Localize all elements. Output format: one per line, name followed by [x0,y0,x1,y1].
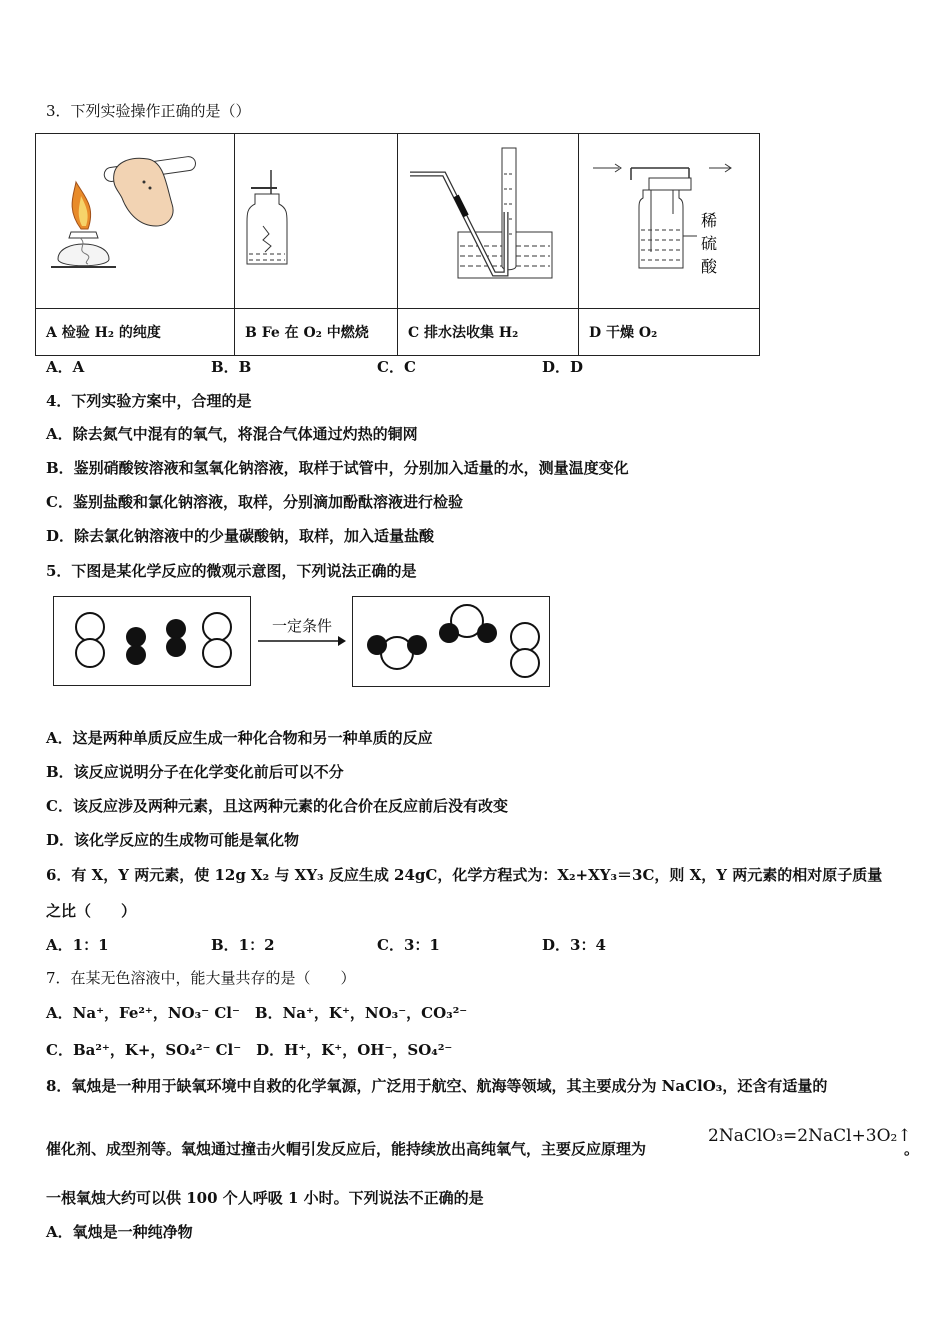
q6-option-b[interactable]: B．1：2 [211,936,275,954]
q3-option-a[interactable]: A．A [46,358,85,376]
acid-label-2: 硫 [701,234,718,253]
q8-line2: 催化剂、成型剂等。氧烛通过撞击火帽引发反应后，能持续放出高纯氧气，主要反应原理为 [46,1140,647,1158]
q8-line2-end: 。 [904,1140,920,1158]
q8-line1: 8．氧烛是一种用于缺氧环境中自救的化学氧源，广泛用于航空、航海等领域，其主要成分为 NaClO₃，还含有适量的 [46,1077,828,1095]
q8-line3: 一根氧烛大约可以供 100 个人呼吸 1 小时。下列说法不正确的是 [46,1189,484,1207]
q4-option-d[interactable]: D．除去氯化钠溶液中的少量碳酸钠，取样，加入适量盐酸 [46,527,435,545]
q4-option-b[interactable]: B．鉴别硝酸铵溶液和氢氧化钠溶液，取样于试管中，分别加入适量的水，测量温度变化 [46,459,629,477]
q4-option-a[interactable]: A．除去氮气中混有的氧气，将混合气体通过灼热的铜网 [46,425,418,443]
q3-option-d[interactable]: D．D [542,358,584,376]
acid-label-1: 稀 [701,211,718,230]
figure-fe-burning-in-o2 [235,134,398,309]
product-box [352,596,550,687]
caption-a: A 检验 H₂ 的纯度 [36,309,235,356]
arrow-label: 一定条件 [271,617,332,635]
q6-option-d[interactable]: D．3：4 [542,936,606,954]
q6-option-a[interactable]: A．1：1 [46,936,109,954]
caption-c: C 排水法收集 H₂ [398,309,579,356]
figure-dry-o2 [579,134,760,309]
reactant-box [53,596,251,686]
caption-b: B Fe 在 O₂ 中燃烧 [235,309,398,356]
q5-option-b[interactable]: B．该反应说明分子在化学变化前后可以不分 [46,763,344,781]
q7-options-row1[interactable]: A．Na⁺，Fe²⁺，NO₃⁻ Cl⁻ B．Na⁺，K⁺，NO₃⁻，CO₃²⁻ [46,1004,468,1022]
q6-stem-line1: 6．有 X，Y 两元素，使 12g X₂ 与 XY₃ 反应生成 24gC，化学方程式为：X₂+XY₃＝3C，则 X，Y 两元素的相对原子质量 [46,866,883,884]
q8-option-a[interactable]: A．氧烛是一种纯净物 [46,1223,193,1241]
q5-option-d[interactable]: D．该化学反应的生成物可能是氧化物 [46,831,300,849]
q5-stem: 5．下图是某化学反应的微观示意图，下列说法正确的是 [46,562,417,580]
q3-option-b[interactable]: B．B [211,358,252,376]
q6-option-c[interactable]: C．3：1 [377,936,440,954]
reaction-arrow [256,617,348,647]
q5-option-a[interactable]: A．这是两种单质反应生成一种化合物和另一种单质的反应 [46,729,433,747]
acid-label-3: 酸 [701,257,718,276]
q3-option-c[interactable]: C．C [377,358,416,376]
q7-stem: 7．在某无色溶液中，能大量共存的是（ ） [46,969,356,987]
q5-option-c[interactable]: C．该反应涉及两种元素，且这两种元素的化合价在反应前后没有改变 [46,797,508,815]
q4-stem: 4．下列实验方案中，合理的是 [46,392,252,410]
q3-apparatus-table [35,133,760,356]
q3-stem: 3．下列实验操作正确的是（） [46,102,251,120]
reaction-formula: 2NaClO₃=2NaCl+3O₂↑ [708,1126,912,1146]
q7-options-row2[interactable]: C．Ba²⁺，K+，SO₄²⁻ Cl⁻ D．H⁺，K⁺，OH⁻，SO₄²⁻ [46,1041,453,1059]
caption-d: D 干燥 O₂ [579,309,760,356]
figure-collect-h2-over-water [398,134,579,309]
q4-option-c[interactable]: C．鉴别盐酸和氯化钠溶液，取样，分别滴加酚酞溶液进行检验 [46,493,463,511]
q6-stem-line2: 之比（ ） [46,902,137,920]
figure-test-h2-purity [36,134,235,309]
